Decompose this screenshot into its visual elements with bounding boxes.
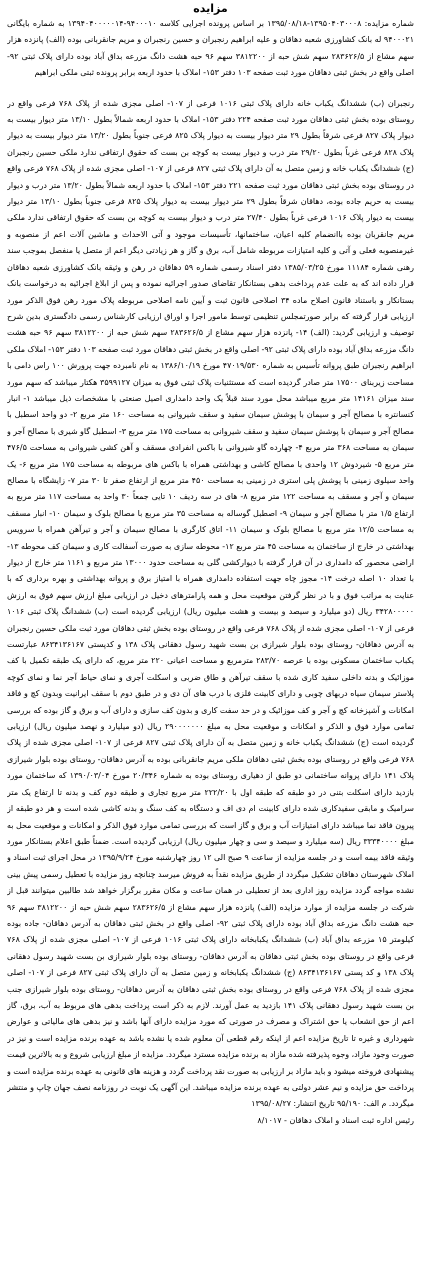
- notice-title: مزایده: [193, 2, 228, 15]
- notice-paragraph-body: رنجبران (ب) ششدانگ یکباب خانه دارای پلاک ثبتی ۱۰۱۶ فرعی از ۱۰۷- اصلی مجزی شده از پلاک ۷۶۸ فرعی واقع در روستای بوده بخش ثبتی دهاقان مورد ثبت صفحه ۲۲۴ دفتر ۱۵۳- املاک با حدود اربعه شمالاً بطول ۱۳/۱۰ متر دیوار بیست به دیوار پلاک ۸۲۷ فرعی شرقاً بطول ۲۹ متر دیوار بیست به دیوار پلاک ۸۲۵ فرعی جنوباً بطول ۱۳/۲۰ متر دیوار بیست به دیوار پلاک ۸۲۸ فرعی غرباً بطول ۲۹/۲۰ متر درب و دیوار بیست به کوچه بن بست که حقوق ارتفاقی ندارد ملکی حسین رنجبران (ج) ششدانگ یکباب خانه و زمین متصل به آن دارای پلاک ثبتی ۸۲۷ فرعی از ۱۰۷- اصلی مجزی شده از پلاک ۷۶۸ فرعی واقع در روستای بوده بخش ثبتی دهاقان مورد ثبت صفحه ۲۲۱ دفتر ۱۵۳- املاک با حدود اربعه شمالاً بطول ۱۳/۲۰ متر درب و دیوار بیست به حریم جاده بوده، دهاقان شرقاً بطول ۲۹ متر دیوار بیست به دیوار پلاک ۸۲۵ فرعی جنوباً بطول ۱۳/۱۰ متر دیوار بیست به دیوار پلاک ۱۰۱۶ فرعی غرباً بطول ۲۷/۴۰ متر درب و دیوار بیست به کوچه بن بست که حقوق ارتفاقی ندارد ملکی مریم جانقربان بوده باانضمام کلیه اعیان، ساختمانها، تأسیسات موجود و آتی الاحداث و ماشین آلات اعم از منصوبه و غیرمنصوبه فعلی و آتی و کلیه امتیازات مربوطه شامل آب، برق و گاز و هر زیادتی دیگر اعم از متصل یا منفصل بموجب سند رهنی شماره ۱۱۱۸۴ مورخ ۱۳۸۵/۰۳/۲۵ دفتر اسناد رسمی شماره ۵۹ دهاقان در رهن و وثیقه بانک کشاورزی شعبه دهاقان قرار داده اند که به علت عدم پرداخت بدهی بستانکار تقاضای صدور اجرائیه نموده و پس از ابلاغ اجرائیه به درخواست بانک بستانکار و باستناد قانون اصلاح ماده ۳۴ اصلاحی قانون ثبت و آیین نامه اصلاحی مربوطه پلاک مورد رهن فوق الذکر مورد ارزیابی قرار گرفته که برابر صورتمجلس تنظیمی توسط مامور اجرا و اوراق ارزیابی کارشناس رسمی دادگستری بدین شرح توصیف و ارزیابی گردید: (الف) ۱۴- پانزده هزار سهم مشاع از ۲۸۳۶۲۶/۵ سهم شش حبه از ۳۸۱۲۲۰۰ سهم ۹۶ حبه هشت دانگ مزرعه بداق آباد بوده دارای پلاک ثبتی ۹۲- اصلی واقع در بخش ثبتی دهاقان مورد ثبت صفحه ۱۰۳ دفتر ۱۵۳- املاک ملکی ابراهیم رنجبران طبق پروانه تأسیس به شماره ۴۷۰۱۹/۵۳۰ مورخ ۱۳۸۶/۱۰/۱۹ به نام نامبرده جهت پرورش ۱۰۰ راس دامی با مساحت زیربنای ۱۷۵۰۰ متر صادر گردیده است که مستثنیات پلاک ثبتی فوق به میزان ۳۵۹۹۱۲۷ هکتار میباشد که سهم مورد سند میزان ۱۴۱۶۱ متر مربع میباشد محل مورد سند قبلاً یک واحد دامداری اصیل صنعتی با مشخصات ذیل میباشد ۱- انبار کنسانتره با مصالح آجر و سیمان با پوشش سیمان سفید و سقف شیروانی به مساحت ۱۶۰ متر مربع ۲- دو واحد اسطبل با مصالح آجر و سیمان با پوشش سیمان سفید و سقف شیروانی به مساحت ۱۷۵ متر مربع ۳- اسطبل گاو شیری با مصالح آجر و سیمان به مساحت ۳۶۸ متر مربع ۴- چهارده گاو شیروانی با باکس انفرادی مسقف و آهن کشی شیروانی به مساحت ۴۷۶/۵ متر مربع ۵- شیردوش ۱۲ واحدی با مصالح کاشی و بهداشتی همراه با باکس های مربوطه به مساحت ۱۷۵ متر مربع ۶- یک واحد سیلوی زمینی با پوشش پلی استری در زمینی به مساحت ۴۵۰ متر مربع از ارتفاع صفر تا ۳۰ متر ۷- زایشگاه با مصالح سیمان و آجر و مسقف به مساحت ۱۲۲ متر مربع ۸- های در سه ردیف ۱۰ تایی جمعاً ۳۰ واحد به مساحت ۱۱۷ متر مربع به ارتفاع ۱/۵ متر با مصالح آجر و سیمان ۹- اصطبل گوساله به مساحت ۳۵ متر مربع با مصالح بلوک و سیمان ۱۰- انبار مسقف به مساحت ۱۲/۵ متر مربع با مصالح بلوک و سیمان ۱۱- اتاق کارگری با مصالح سیمان و آجر و تیرآهن همراه با سرویس بهداشتی در خارج از ساختمان به مساحت ۴۵ متر مربع ۱۲- محوطه سازی به صورت آسفالت کاری و سیمان کف محوطه ۱۳- اراضی محصور که دامداری در آن قرار گرفته با دیوارکشی گلی به مساحت حدود ۱۳۰۰۰ متر مربع و ۱۱۶۱ متر خارج از دیوار با تعداد ۱۰ اصله درخت ۱۴- مجوز چاه جهت استفاده دامداری همراه با امتیاز برق و پروانه بهداشتی و بهره برداری که با عنایت به مراتب فوق و با در نظر گرفتن موقعیت محل و همه پارامترهای دخیل در ارزیابی مبلغ ارزش سهم فوق به ارزش ۳۴۲۸۰۰۰۰۰ ریال (دو میلیارد و سیصد و بیست و هشت میلیون ریال) ارزیابی گردیده است (ب) ششدانگ پلاک ثبتی ۱۰۱۶ فرعی از ۱۰۷- اصلی مجزی شده از پلاک ۷۶۸ فرعی واقع در روستای بوده بخش ثبتی دهاقان مورد ثبت ملکی حسین رنجبران به آدرس دهاقان- روستای بوده بلوار شیرازی بن بست شهید رسول دهقانی پلاک ۱۳۸ و کدپستی ۸۶۳۴۱۳۶۱۶۷ عبارتست یکباب ساختمان مسکونی بوده با عرصه ۲۸۳/۷۰ مترمربع و مساحت اعیانی ۲۲۰ متر مربع، که دارای یک طبقه تکمیل با کف موزائیک و بدنه داخلی سفید کاری شده با سقف تیرآهن و طاق ضربی و اسکلت آجری و نمای حیاط آجر نما و نمای کوچه پلاستر سیمان سیاه دربهای چوبی و دارای کابینت فلزی با درب های آن دی و در طبق دوم با سقف ایرانیت وبدون کچ و فاقد امکانات و آشپزخانه کچ و آجر و کف موزائیک و در حد سفت کاری و بدون کف سازی و دارای آب و برق و گاز بوده که بررسی تمامی موارد فوق و الذکر و امکانات و موقعیت محل به مبلغ ۲۹۰۰۰۰۰۰۰ ریال (دو میلیارد و نهصد میلیون ریال) ارزیابی گردیده است (ج) ششدانگ یکباب خانه و زمین متصل به آن دارای پلاک ثبتی ۸۲۷ فرعی از ۱۰۷- اصلی مجزی شده از پلاک ۷۶۸ فرعی واقع در روستای بوده بخش ثبتی دهاقان ملکی مریم جانقربانی بوده به آدرس دهاقان- روستای بوده بلوار شیرازی پلاک ۱۴۱ دارای پروانه ساختمانی دو طبق از دهیاری روستای بوده به شماره ۲۰/۳۴۶ مورخ ۱۳۹۰/۰۳/۰۴ که ساختمان مورد بازدید دارای اسکلت بتنی در دو طبقه که طبقه اول با ۲۲۲/۲۰ متر مربع تجاری و طبقه دوم کف و بدنه تا ارتفاع یک متر سرامیک و مابقی سفیدکاری شده دارای کابینت ام دی اف و دستگاه به کف سنگ و بدنه کاشی شده است و هر دو طبقه از پیرون فاقد نما میباشد دارای امتیازات آب و برق و گاز است که بررسی تمامی موارد فوق الذکر و امکانات و موقعیت محل به مبلغ ۳۳۳۴۰۰۰۰ ریال (سه میلیارد و سیصد و سی و چهار میلیون ریال) ارزیابی گردیده است. ضمناً طبق اعلام بستانکار مورد وثیقه فاقد بیمه است و در جلسه مزایده از ساعت ۹ صبح الی ۱۲ روز چهارشنبه مورخ ۱۳۹۵/۹/۲۴ در محل اجرای ثبت اسناد و املاک شهرستان دهاقان تشکیل میگردد از طریق مزایده نقداً به فروش میرسد چنانچه روز مزایده با تعطیل رسمی پیش بینی نشده مواجه گردد مزایده روز اداری بعد از تعطیلی در همان ساعت و مکان مقرر برگزار خواهد شد طالبین میتوانند قبل از شرکت در جلسه مزایده از موارد مزایده (الف) پانزده هزار سهم مشاع از ۲۸۳۶۲۶/۵ سهم شش حبه از ۳۸۱۲۲۰۰ سهم ۹۶ حبه هشت دانگ مزرعه بداق آباد بوده دارای پلاک ثبتی ۹۲- اصلی واقع در بخش ثبتی دهاقان به آدرس دهاقان- جاده بوده کیلومتر ۱۵ مزرعه بداق آباد (ب) ششدانگ یکبابخانه دارای پلاک ثبتی ۱۰۱۶ فرعی از ۱۰۷- اصلی مجزی شده از پلاک ۷۶۸ فرعی واقع در روستای بوده بخش ثبتی دهاقان به آدرس دهاقان- روستای بوده بلوار شیرازی بن بست شهید رسول دهقانی پلاک ۱۳۸ و کد پستی ۸۶۳۴۱۳۶۱۶۷ (ج) ششدانگ یکبابخانه و زمین متصل به آن دارای پلاک ثبتی ۸۲۷ فرعی از ۱۰۷- اصلی مجزی شده از پلاک ۷۶۸ فرعی واقع در روستای بوده بخش ثبتی دهاقان به آدرس دهاقان- روستای بوده بلوار شیرازی جنب بن بست شهید رسول دهقانی پلاک ۱۴۱ بازدید به عمل آورند. لازم به ذکر است پرداخت بدهی های مربوط به آب، برق، گاز اعم از حق انشعاب یا حق اشتراک و مصرف در صورتی که مورد مزایده دارای آنها باشد و نیز بدهی های مالیاتی و عوارض شهرداری و غیره تا تاریخ مزایده اعم از اینکه رقم قطعی آن معلوم شده یا نشده باشد به عهده برنده مزایده است و نیز در صورت وجود مازاد، وجوه پذیرفته شده مازاد به برنده مزایده مسترد میگردد. مزایده از مبلغ ارزیابی شروع و به بالاترین قیمت پیشنهادی فروخته میشود و باید مازاد بر ارزیابی به صورت نقد پرداخت گردد و هزینه های قانونی به عهده برنده مزایده است و پرداخت حق مزایده و نیم عشر دولتی به عهده برنده مزایده میباشد. این آگهی یک نوبت در روزنامه نصف جهان چاپ و منتشر میگردد. م الف: ۹۵/۱۹۰ تاریخ انتشار: ۱۳۹۵/۰۸/۲۷: [7, 98, 414, 1109]
- notice-signature: رئیس اداره ثبت اسناد و املاک دهاقان - ۸/۱۰۱۷: [257, 1115, 414, 1125]
- notice-paragraph-intro: شماره مزایده: ۱۳۹۵۰۴۰۳۰۰۰۸-۱۳۹۵/۰۸/۱۸ بر اساس پرونده اجرایی کلاسه ۹۴۰۰۰۱۰-۱۳۹۴۰۴۰۰۰۰۰۱۴ به شماره بایگانی ۹۴۰۰۰۲۱ له بانک کشاورزی شعبه دهاقان و علیه ابراهیم رنجبران و حسین رنجبران و مریم جانقربانی بوده (الف) پانزده هزار سهم مشاع از ۲۸۳۶۲۶/۵ سهم شش حبه از ۳۸۱۲۲۰۰ سهم ۹۶ حبه هشت دانگ مزرعه بداق آباد بوده دارای پلاک ثبتی ۹۲- اصلی واقع در بخش ثبتی دهاقان مورد ثبت صفحه ۱۰۳ دفتر ۱۵۳- املاک با حدود اربعه برابر پرونده ثبتی ملکی ابراهیم: [7, 19, 414, 78]
